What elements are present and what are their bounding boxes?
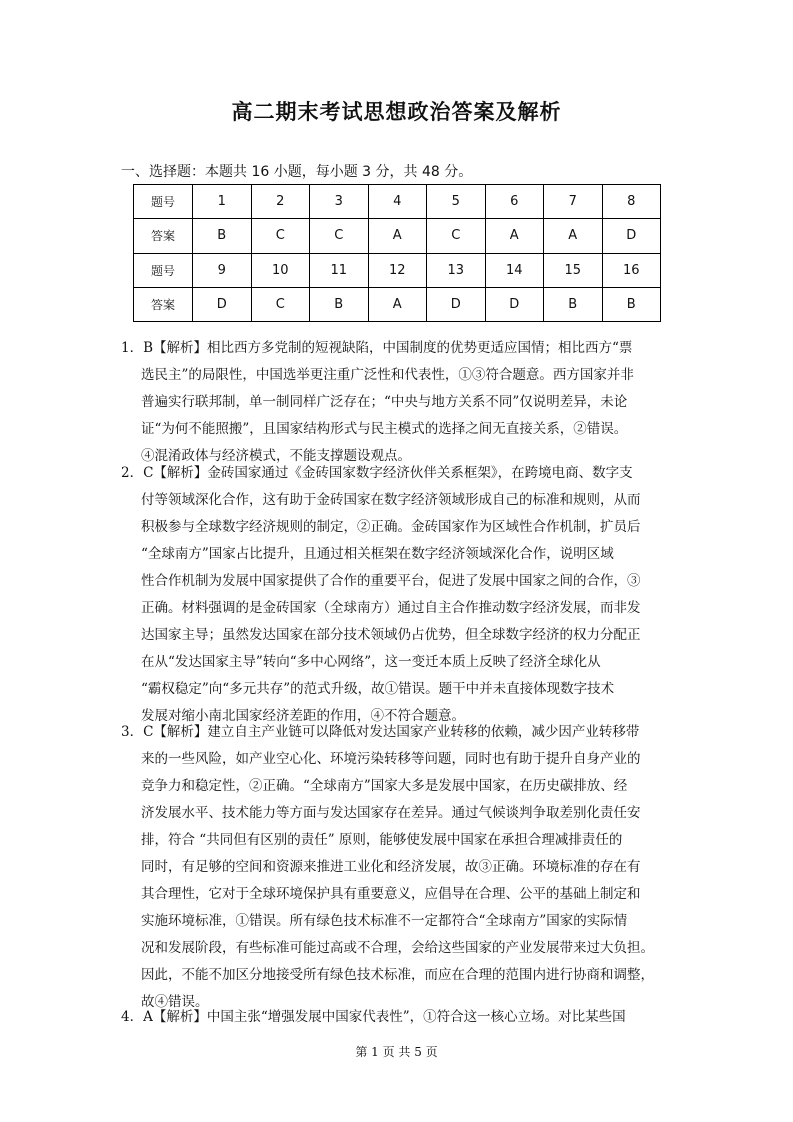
row-label: 答案: [134, 219, 193, 253]
explanation-line: 付等领域深化合作，这有助于金砖国家在数字经济领域形成自己的标准和规则，从而: [141, 492, 641, 508]
table-row: [134, 253, 661, 287]
table-cell: A: [485, 219, 544, 253]
explanation-line: 竞争力和稳定性，②正确。“全球南方”国家大多是发展中国家，在历史碳排放、经: [141, 778, 628, 794]
table-row: [134, 287, 661, 321]
table-cell: 8: [602, 185, 661, 219]
section-heading: 一、选择题：本题共 16 小题，每小题 3 分，共 48 分。: [121, 164, 473, 180]
explanation-line: 4．A【解析】中国主张“增强发展中国家代表性”，①符合这一核心立场。对比某些国: [121, 1009, 626, 1025]
page-number: 第 1 页 共 5 页: [355, 1045, 438, 1059]
explanation-line: 在从“发达国家主导”转向“多中心网络”，这一变迁本质上反映了经济全球化从: [141, 654, 601, 670]
table-cell: 11: [310, 253, 369, 287]
table-cell: 2: [251, 185, 310, 219]
answer-table: [133, 184, 661, 322]
table-cell: B: [602, 287, 661, 321]
row-label: 题号: [134, 185, 193, 219]
table-cell: B: [193, 219, 252, 253]
table-cell: C: [427, 219, 486, 253]
explanation-line: 普遍实行联邦制，单一制同样广泛存在；“中央与地方关系不同”仅说明差异，未论: [141, 394, 628, 410]
explanation-line: 1．B【解析】相比西方多党制的短视缺陷，中国制度的优势更适应国情；相比西方“票: [121, 340, 633, 356]
table-cell: 1: [193, 185, 252, 219]
table-cell: 5: [427, 185, 486, 219]
table-cell: 7: [544, 185, 603, 219]
explanation-line: 实施环境标准，①错误。所有绿色技术标准不一定都符合“全球南方”国家的实际情: [141, 913, 628, 929]
explanation-line: 性合作机制为发展中国家提供了合作的重要平台，促进了发展中国家之间的合作，③: [141, 573, 641, 589]
table-cell: 16: [602, 253, 661, 287]
explanation-line: “霸权稳定”向“多元共存”的范式升级，故①错误。题干中并未直接体现数字技术: [141, 681, 615, 697]
table-cell: A: [368, 287, 427, 321]
explanation-line: 达国家主导；虽然发达国家在部分技术领域仍占优势，但全球数字经济的权力分配正: [141, 627, 641, 643]
question-1-explanation: [121, 335, 681, 470]
table-cell: D: [193, 287, 252, 321]
table-cell: 14: [485, 253, 544, 287]
table-cell: A: [544, 219, 603, 253]
explanation-line: 济发展水平、技术能力等方面与发达国家存在差异。通过气候谈判争取差别化责任安: [141, 805, 641, 821]
row-label: 答案: [134, 287, 193, 321]
explanation-line: 因此，不能不加区分地接受所有绿色技术标准，而应在合理的范围内进行协商和调整，: [141, 967, 654, 983]
table-cell: D: [602, 219, 661, 253]
question-4-explanation: [121, 1004, 681, 1031]
explanation-line: 同时，有足够的空间和资源来推进工业化和经济发展，故③正确。环境标准的存在有: [141, 859, 641, 875]
table-cell: 12: [368, 253, 427, 287]
explanation-line: 故④错误。: [141, 994, 209, 1010]
table-cell: D: [427, 287, 486, 321]
question-2-explanation: [121, 460, 681, 730]
explanation-line: 发展对缩小南北国家经济差距的作用，④不符合题意。: [141, 708, 465, 724]
question-3-explanation: [121, 719, 681, 1016]
table-cell: C: [251, 219, 310, 253]
table-cell: 3: [310, 185, 369, 219]
explanation-line: 选民主”的局限性，中国选举更注重广泛性和代表性，①③符合题意。西方国家并非: [141, 367, 634, 383]
table-cell: 13: [427, 253, 486, 287]
explanation-line: 况和发展阶段，有些标准可能过高或不合理，会给这些国家的产业发展带来过大负担。: [141, 940, 654, 956]
table-cell: 15: [544, 253, 603, 287]
table-cell: B: [310, 287, 369, 321]
table-cell: 9: [193, 253, 252, 287]
table-cell: 4: [368, 185, 427, 219]
row-label: 题号: [134, 253, 193, 287]
table-cell: B: [544, 287, 603, 321]
explanation-line: “全球南方”国家占比提升，且通过相关框架在数字经济领域深化合作，说明区域: [141, 546, 614, 562]
page-title: 高二期末考试思想政治答案及解析: [231, 100, 562, 124]
table-row: [134, 219, 661, 253]
explanation-line: 正确。材料强调的是金砖国家（全球南方）通过自主合作推动数字经济发展，而非发: [141, 600, 641, 616]
explanation-line: 来的一些风险，如产业空心化、环境污染转移等问题，同时也有助于提升自身产业的: [141, 751, 641, 767]
table-cell: C: [310, 219, 369, 253]
table-cell: 6: [485, 185, 544, 219]
explanation-line: 积极参与全球数字经济规则的制定，②正确。金砖国家作为区域性合作机制，扩员后: [141, 519, 641, 535]
table-cell: 10: [251, 253, 310, 287]
explanation-line: 证“为何不能照搬”，且国家结构形式与民主模式的选择之间无直接关系，②错误。: [141, 421, 628, 437]
table-row: [134, 185, 661, 219]
explanation-line: 排，符合 “共同但有区别的责任” 原则，能够使发展中国家在承担合理减排责任的: [141, 832, 623, 848]
table-cell: A: [368, 219, 427, 253]
explanation-line: 2．C【解析】金砖国家通过《金砖国家数字经济伙伴关系框架》，在跨境电商、数字支: [121, 465, 633, 481]
explanation-line: 3．C【解析】建立自主产业链可以降低对发达国家产业转移的依赖，减少因产业转移带: [121, 724, 640, 740]
table-cell: C: [251, 287, 310, 321]
explanation-line: ④混淆政体与经济模式，不能支撑题设观点。: [141, 448, 411, 464]
explanation-line: 其合理性，它对于全球环境保护具有重要意义，应倡导在合理、公平的基础上制定和: [141, 886, 641, 902]
table-cell: D: [485, 287, 544, 321]
